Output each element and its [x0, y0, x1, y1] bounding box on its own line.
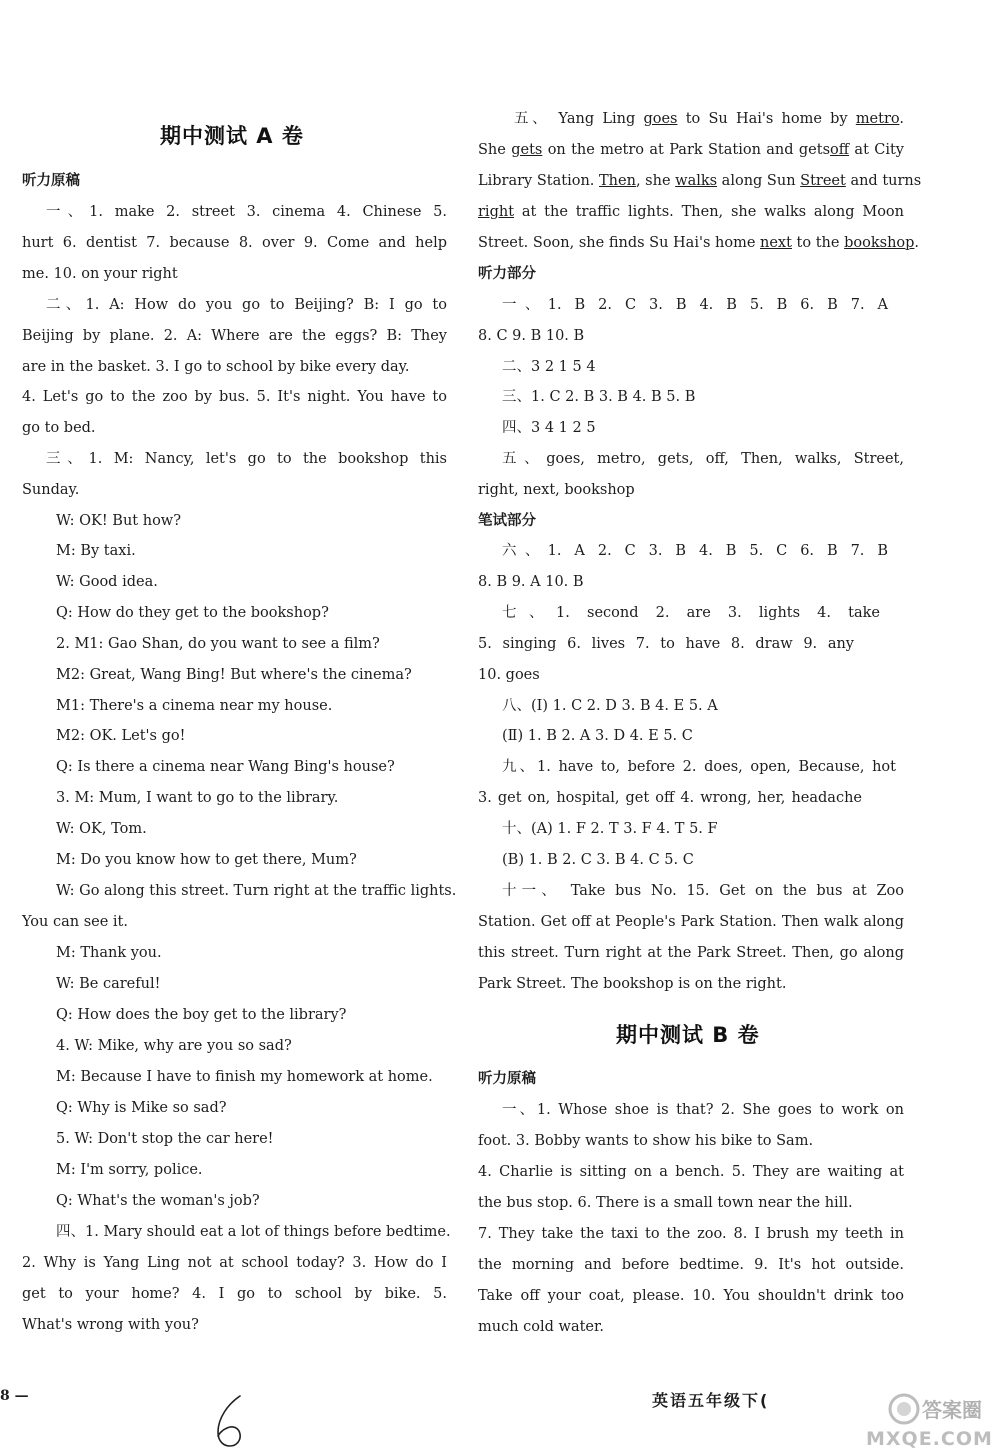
answer-line: 八、(Ⅰ) 1. C 2. D 3. B 4. E 5. A [502, 698, 718, 714]
passage-line: Street. Soon, she finds Su Hai's home next to the bookshop. [478, 235, 920, 251]
answer-line: (Ⅱ) 1. B 2. A 3. D 4. E 5. C [502, 728, 693, 744]
text-line: 5. W: Don't stop the car here! [56, 1131, 274, 1147]
text-line: get to your home? 4. I go to school by bike. 5. [22, 1286, 447, 1302]
text-line: M: I'm sorry, police. [56, 1162, 203, 1178]
text-line: the morning and before bedtime. 9. It's hot outside. [478, 1257, 904, 1273]
text-line: are in the basket. 3. I go to school by bike every day. [22, 359, 410, 375]
text-line: 一、1. make 2. street 3. cinema 4. Chinese 5. [46, 204, 447, 220]
text-line: W: Be careful! [56, 976, 161, 992]
text-line: Sunday. [22, 482, 80, 498]
answer-line: 六、1. A 2. C 3. B 4. B 5. C 6. B 7. B [502, 543, 888, 559]
answer-line: 四、3 4 1 2 5 [502, 420, 596, 436]
text-line: the bus stop. 6. There is a small town near the hill. [478, 1195, 853, 1211]
text-line: go to bed. [22, 420, 96, 436]
text-line: You can see it. [22, 914, 128, 930]
text-line: What's wrong with you? [22, 1317, 199, 1333]
book-title: 英语五年级下( [652, 1391, 770, 1410]
text-line: M: Do you know how to get there, Mum? [56, 852, 357, 868]
text-line: 4. Charlie is sitting on a bench. 5. They are waiting at [478, 1164, 904, 1180]
answer-line: 8. B 9. A 10. B [478, 574, 584, 590]
passage-line: Library Station. Then, she walks along Sun Street and turns [478, 173, 922, 189]
text-line: Q: How does the boy get to the library? [56, 1007, 347, 1023]
answer-line: 3. get on, hospital, get off 4. wrong, her, headache [478, 790, 862, 806]
text-line: W: OK, Tom. [56, 821, 147, 837]
answer-line: 五、goes, metro, gets, off, Then, walks, Street, [502, 451, 904, 467]
text-line: foot. 3. Bobby wants to show his bike to Sam. [478, 1133, 814, 1149]
text-line: 四、1. Mary should eat a lot of things before bedtime. [56, 1224, 451, 1240]
text-line: M2: Great, Wang Bing! But where's the cinema? [56, 667, 412, 683]
text-line: 3. M: Mum, I want to go to the library. [56, 790, 339, 806]
answer-line: 十一、 Take bus No. 15. Get on the bus at Zoo [502, 883, 904, 899]
text-line: hurt 6. dentist 7. because 8. over 9. Come and help [22, 235, 447, 251]
section-title-a: 期中测试 A 卷 [160, 124, 304, 148]
text-line: W: OK! But how? [56, 513, 181, 529]
text-line: 2. Why is Yang Ling not at school today? 3. How do I [22, 1255, 447, 1271]
answer-line: right, next, bookshop [478, 482, 635, 498]
answer-line: (B) 1. B 2. C 3. B 4. C 5. C [502, 852, 694, 868]
text-line: Q: What's the woman's job? [56, 1193, 260, 1209]
text-line: W: Go along this street. Turn right at the traffic lights. [56, 883, 457, 899]
text-line: 三、1. M: Nancy, let's go to the bookshop this [46, 451, 447, 467]
answer-line: 10. goes [478, 667, 540, 683]
answer-line: 二、3 2 1 5 4 [502, 359, 596, 375]
answer-line: 七、1. second 2. are 3. lights 4. take [502, 605, 880, 621]
text-line: M: By taxi. [56, 543, 136, 559]
text-line: me. 10. on your right [22, 266, 178, 282]
text-line: Beijing by plane. 2. A: Where are the eggs? B: They [22, 328, 447, 344]
answer-line: 5. singing 6. lives 7. to have 8. draw 9. any [478, 636, 854, 652]
text-line: Q: How do they get to the bookshop? [56, 605, 329, 621]
heading-written-part: 笔试部分 [478, 513, 536, 529]
answer-line: 一、1. B 2. C 3. B 4. B 5. B 6. B 7. A [502, 297, 888, 313]
page-number: 8 — [0, 1388, 29, 1404]
text-line: Take off your coat, please. 10. You shouldn't drink too [478, 1288, 904, 1304]
watermark-logo [858, 1391, 994, 1449]
heading-listening-part: 听力部分 [478, 266, 536, 282]
heading-listening-script: 听力原稿 [22, 173, 80, 189]
passage-line: She gets on the metro at Park Station and getsoff at City [478, 142, 904, 158]
text-line: M: Thank you. [56, 945, 162, 961]
handwritten-number [210, 1392, 250, 1448]
text-line: M: Because I have to finish my homework at home. [56, 1069, 433, 1085]
text-line: much cold water. [478, 1319, 604, 1335]
text-line: 2. M1: Gao Shan, do you want to see a film? [56, 636, 380, 652]
answer-line: Park Street. The bookshop is on the right. [478, 976, 787, 992]
text-line: Q: Is there a cinema near Wang Bing's house? [56, 759, 395, 775]
answer-line: this street. Turn right at the Park Street. Then, go along [478, 945, 904, 961]
answer-line: Station. Get off at People's Park Station. Then walk along [478, 914, 904, 930]
text-line: 二、1. A: How do you go to Beijing? B: I go to [46, 297, 447, 313]
passage-line: 五、 Yang Ling goes to Su Hai's home by metro. [514, 111, 904, 127]
section-title-b: 期中测试 B 卷 [616, 1023, 760, 1047]
text-line: 4. W: Mike, why are you so sad? [56, 1038, 292, 1054]
answer-line: 九、1. have to, before 2. does, open, Because, hot [502, 759, 896, 775]
passage-line: right at the traffic lights. Then, she walks along Moon [478, 204, 904, 220]
answer-line: 三、1. C 2. B 3. B 4. B 5. B [502, 389, 696, 405]
answer-line: 十、(A) 1. F 2. T 3. F 4. T 5. F [502, 821, 718, 837]
text-line: Q: Why is Mike so sad? [56, 1100, 227, 1116]
text-line: 一、1. Whose shoe is that? 2. She goes to work on [502, 1102, 904, 1118]
text-line: M1: There's a cinema near my house. [56, 698, 333, 714]
text-line: W: Good idea. [56, 574, 158, 590]
watermark-text: 答案圈 [922, 1398, 982, 1422]
text-line: 4. Let's go to the zoo by bus. 5. It's night. You have to [22, 389, 447, 405]
text-line: M2: OK. Let's go! [56, 728, 186, 744]
heading-listening-script-b: 听力原稿 [478, 1071, 536, 1087]
answer-line: 8. C 9. B 10. B [478, 328, 585, 344]
watermark-url: MXQE.COM [866, 1428, 993, 1449]
text-line: 7. They take the taxi to the zoo. 8. I brush my teeth in [478, 1226, 904, 1242]
